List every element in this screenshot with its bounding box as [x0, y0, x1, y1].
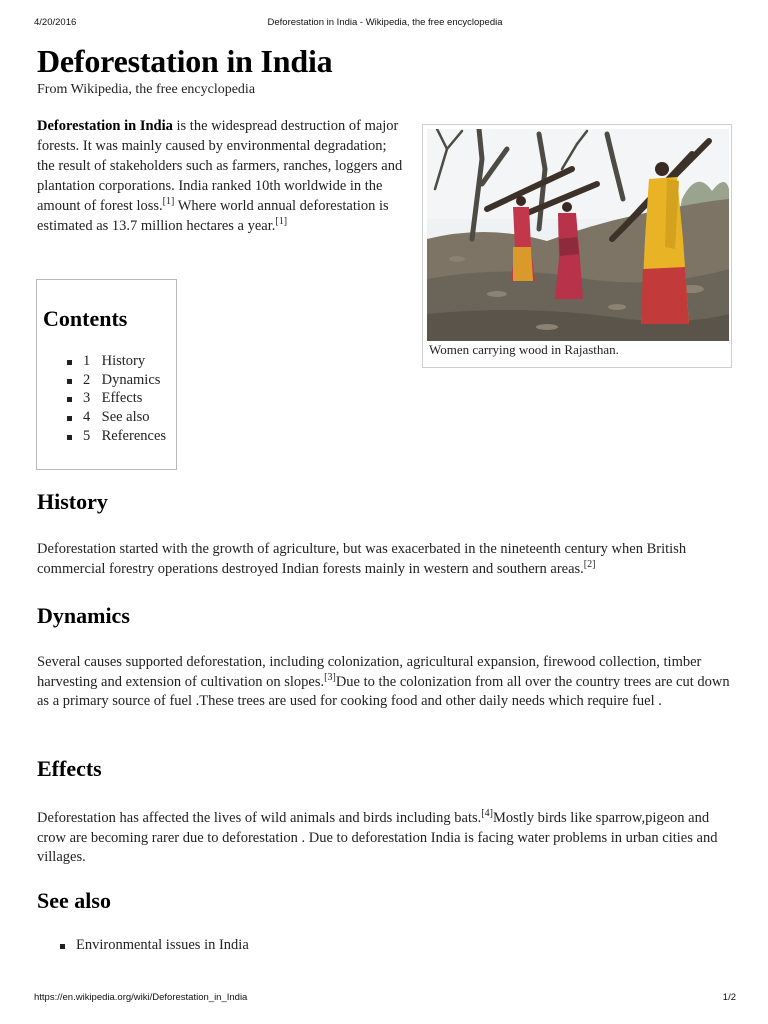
toc-item-see-also[interactable]: 4 See also: [37, 409, 166, 428]
see-also-list: [37, 937, 249, 954]
lead-text-1: is the widespread destruction of major forests. It was mainly caused by environmental degradation; the result of stakeholders such as farmers, ranches, loggers and plantation corporations. India ranked 10th worldwide in the amount of forest loss.: [37, 118, 403, 214]
bullet-icon: [60, 944, 65, 949]
heading-see-also: See also: [37, 888, 111, 913]
photo-women-carrying-wood[interactable]: [427, 129, 729, 341]
infobox: [422, 124, 732, 368]
print-header: [34, 17, 736, 31]
print-date: 4/20/2016: [34, 17, 77, 28]
citation-1[interactable]: [1]: [162, 196, 175, 208]
bullet-icon: [67, 416, 72, 421]
toc-item-effects[interactable]: 3 Effects: [37, 390, 166, 409]
citation-2[interactable]: [2]: [583, 558, 596, 570]
print-page-number: 1/2: [722, 992, 736, 1003]
see-also-item[interactable]: [37, 937, 249, 954]
history-paragraph: Deforestation started with the growth of agriculture, but was exacerbated in the nineteenth century when British commercial forestry operations destroyed Indian forests mainly in western and southern areas.[2]: [37, 541, 687, 577]
citation-1b[interactable]: [1]: [275, 216, 288, 228]
see-also-link[interactable]: Environmental issues in India: [76, 937, 249, 953]
page-title: Deforestation in India: [37, 43, 333, 79]
bullet-icon: [67, 435, 72, 440]
infobox-caption: Women carrying wood in Rajasthan.: [429, 342, 619, 357]
heading-effects: Effects: [37, 756, 102, 781]
toc-item-dynamics[interactable]: 2 Dynamics: [37, 372, 166, 391]
bullet-icon: [67, 397, 72, 402]
citation-4[interactable]: [4]: [481, 808, 493, 820]
page-tagline: From Wikipedia, the free encyclopedia: [37, 82, 256, 97]
toc-item-references[interactable]: 5 References: [37, 428, 166, 447]
toc-list: [37, 353, 166, 446]
table-of-contents: [36, 279, 177, 470]
print-url: https://en.wikipedia.org/wiki/Deforestation_in_India: [34, 992, 248, 1003]
lead-bold-term: Deforestation in India: [37, 118, 173, 134]
dynamics-paragraph: Several causes supported deforestation, including colonization, agricultural expansion, firewood collection, timber harvesting and extension of cultivation on slopes.[3]Due to the colonization from all over the country trees are cut down as a primary source of fuel .These trees are used for cooking food and other daily needs which require fuel .: [37, 654, 730, 710]
print-footer: [34, 992, 736, 1006]
toc-item-history[interactable]: 1 History: [37, 353, 166, 372]
toc-title: Contents: [43, 306, 128, 331]
heading-dynamics: Dynamics: [37, 603, 130, 628]
citation-3[interactable]: [3]: [324, 671, 336, 683]
heading-history: History: [37, 489, 108, 514]
effects-paragraph: Deforestation has affected the lives of wild animals and birds including bats.[4]Mostly birds like sparrow,pigeon and crow are becoming rarer due to deforestation . Due to deforestation India is facing water problems in urban cities and villages.: [37, 808, 718, 866]
lead-paragraph: [37, 116, 405, 236]
lead-text-2: Where world annual deforestation is estimated as 13.7 million hectares a year.: [37, 198, 389, 234]
bullet-icon: [67, 360, 72, 365]
bullet-icon: [67, 379, 72, 384]
print-doc-title: Deforestation in India - Wikipedia, the free encyclopedia: [267, 17, 503, 28]
